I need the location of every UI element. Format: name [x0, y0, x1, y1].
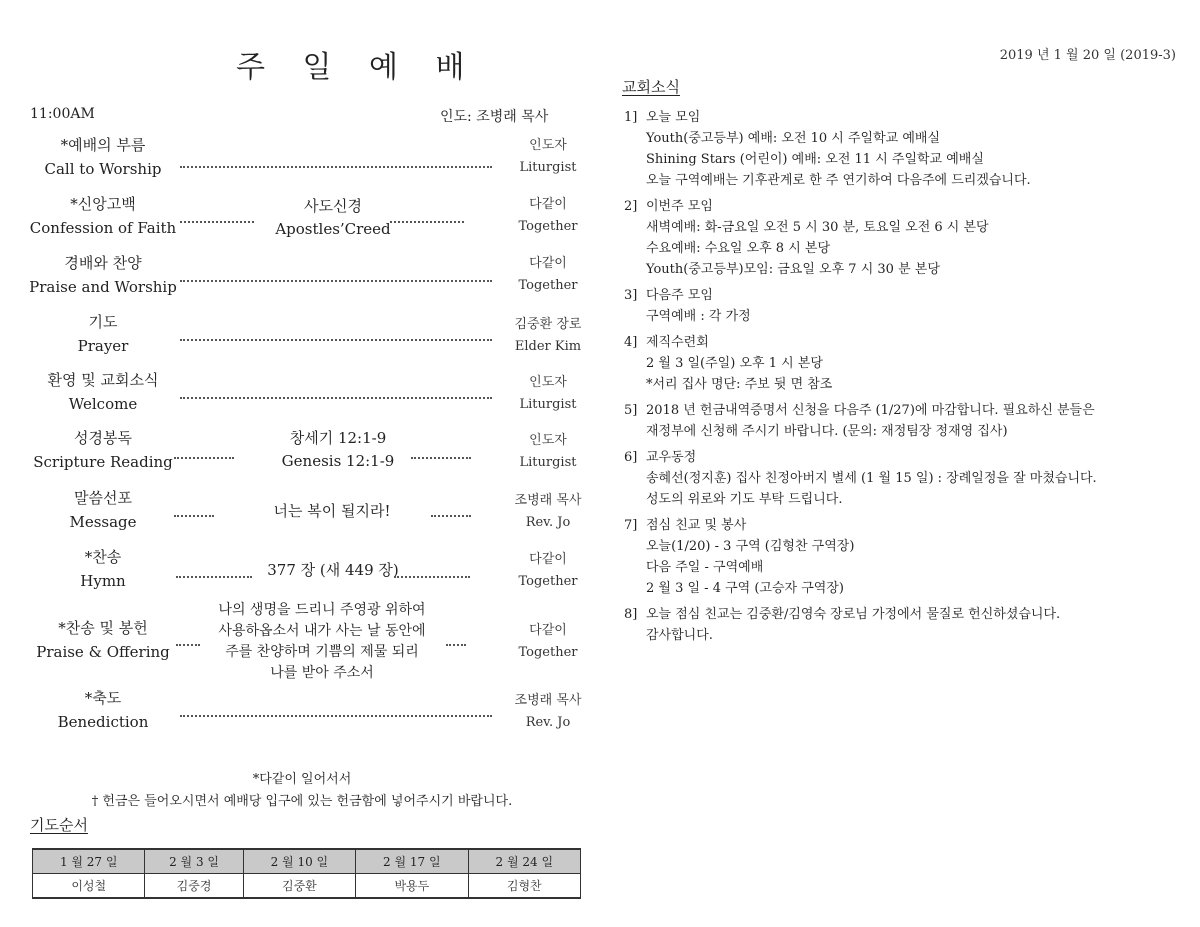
dotted-leader [180, 280, 492, 282]
table-header-date: 1 월 27 일 [33, 849, 145, 874]
table-header-date: 2 월 10 일 [243, 849, 355, 874]
dotted-leader [446, 644, 466, 646]
table-cell-name: 박용두 [356, 874, 468, 899]
table-row [33, 874, 581, 899]
table-header-row [33, 849, 581, 874]
news-line: 새벽예배: 화-금요일 오전 5 시 30 분, 토요일 오전 6 시 본당 [646, 220, 989, 235]
table-header-date: 2 월 24 일 [468, 849, 580, 874]
order-item-who-en: Together [518, 645, 578, 660]
news-item-number: 8] [624, 607, 638, 622]
news-title: 점심 친교 및 봉사 [646, 518, 747, 533]
news-item [624, 515, 1184, 599]
news-item-number: 4] [624, 335, 638, 350]
order-item-en: Prayer [77, 337, 129, 355]
order-item-detail: Genesis 12:1-9 [281, 452, 395, 470]
order-item-who-ko: 다같이 [529, 256, 567, 271]
news-item [624, 447, 1184, 510]
dotted-leader [390, 221, 464, 223]
order-item-ko: 말씀선포 [74, 489, 132, 507]
news-line: 재정부에 신청해 주시기 바랍니다. (문의: 재정팀장 정재영 집사) [646, 424, 1008, 439]
news-title: 오늘 모임 [646, 110, 701, 125]
sermon-title: 너는 복이 될지라! [273, 502, 391, 520]
news-line: 2 월 3 일 - 4 구역 (고승자 구역장) [646, 581, 844, 596]
stand-note: *다같이 일어서서 [252, 772, 352, 787]
bulletin-date: 2019 년 1 월 20 일 (2019-3) [999, 48, 1176, 63]
order-item-who-ko: 다같이 [529, 623, 567, 638]
order-item-who-ko: 조병래 목사 [514, 693, 582, 708]
order-item-who-ko: 김중환 장로 [514, 317, 582, 332]
order-item-en: Benediction [57, 713, 149, 731]
order-item-who-en: Liturgist [519, 397, 577, 412]
offering-hymn-line: 사용하옵소서 내가 사는 날 동안에 [218, 623, 426, 639]
order-item-ko: 환영 및 교회소식 [47, 371, 159, 389]
order-item-en: Confession of Faith [29, 219, 177, 237]
news-item-number: 7] [624, 518, 638, 533]
dotted-leader [431, 515, 471, 517]
news-line: 구역예배 : 각 가정 [646, 309, 751, 324]
order-item-ko: *축도 [84, 689, 122, 707]
news-line: 수요예배: 수요일 오후 8 시 본당 [646, 241, 831, 256]
offering-hymn-line: 주를 찬양하며 기쁨의 제물 되리 [225, 644, 419, 660]
order-item-ko: *예배의 부름 [60, 136, 146, 154]
table-cell-name: 김중환 [243, 874, 355, 899]
service-leader: 인도: 조병래 목사 [440, 109, 549, 125]
offering-hymn-line: 나를 받아 주소서 [270, 665, 374, 681]
news-line: *서리 집사 명단: 주보 뒷 면 참조 [646, 377, 833, 392]
table-cell-name: 김형찬 [468, 874, 580, 899]
page-title: 주 일 예 배 [236, 50, 479, 85]
news-item [624, 332, 1184, 395]
order-item-en: Scripture Reading [33, 453, 173, 471]
church-news-list [624, 107, 1184, 651]
news-line: Shining Stars (어린이) 예배: 오전 11 시 주일학교 예배실 [646, 152, 984, 167]
hymn-number: 377 장 (새 449 장) [267, 561, 399, 579]
news-line: 오늘 점심 친교는 김중환/김영숙 장로님 가정에서 물질로 헌신하셨습니다. [646, 607, 1061, 622]
news-item-number: 6] [624, 450, 638, 465]
order-item-ko: *찬송 및 봉헌 [58, 619, 148, 637]
dotted-leader [180, 715, 492, 717]
news-line: Youth(중고등부) 예배: 오전 10 시 주일학교 예배실 [646, 131, 941, 146]
order-item-detail: 창세기 12:1-9 [289, 429, 387, 447]
table-header-date: 2 월 17 일 [356, 849, 468, 874]
news-line: 다음 주일 - 구역예배 [646, 560, 764, 575]
news-line: Youth(중고등부)모임: 금요일 오후 7 시 30 분 본당 [646, 262, 940, 277]
news-item [624, 107, 1184, 191]
news-item [624, 604, 1184, 646]
news-line: 오늘(1/20) - 3 구역 (김형찬 구역장) [646, 539, 855, 554]
dotted-leader [180, 166, 492, 168]
dotted-leader [176, 576, 252, 578]
order-item-en: Call to Worship [44, 160, 162, 178]
news-line: 송혜선(정지훈) 집사 친정아버지 별세 (1 월 15 일) : 장례일정을 잘 마쳤습니다. [646, 471, 1097, 486]
order-item-en: Praise and Worship [29, 278, 177, 296]
order-item-who-ko: 인도자 [529, 433, 567, 448]
table-cell-name: 김중경 [145, 874, 243, 899]
order-item-who-ko: 인도자 [529, 138, 567, 153]
order-item-who-en: Rev. Jo [525, 715, 571, 730]
order-item-who-ko: 다같이 [529, 552, 567, 567]
order-item-en: Welcome [68, 395, 138, 413]
service-time: 11:00AM [30, 106, 95, 122]
order-item-ko: 경배와 찬양 [64, 254, 142, 272]
order-item-detail: Apostles’Creed [275, 220, 391, 238]
news-title: 이번주 모임 [646, 199, 713, 214]
order-item-ko: 기도 [88, 313, 118, 331]
order-item-who-ko: 조병래 목사 [514, 493, 582, 508]
order-item-who-en: Liturgist [519, 455, 577, 470]
news-line: 성도의 위로와 기도 부탁 드립니다. [646, 492, 843, 507]
order-item-en: Message [69, 513, 137, 531]
order-item-who-en: Liturgist [519, 160, 577, 175]
order-item-who-en: Rev. Jo [525, 515, 571, 530]
news-item-number: 2] [624, 199, 638, 214]
church-news-heading: 교회소식 [622, 78, 680, 96]
news-item [624, 285, 1184, 327]
order-item-ko: *신앙고백 [70, 195, 136, 213]
prayer-order-table [32, 848, 581, 899]
dotted-leader [176, 644, 200, 646]
dotted-leader [180, 339, 492, 341]
order-item-who-en: Together [518, 278, 578, 293]
offering-note: † 헌금은 들어오시면서 예배당 입구에 있는 헌금함에 넣어주시기 바랍니다. [91, 794, 513, 809]
news-item [624, 196, 1184, 280]
order-item-ko: *찬송 [84, 548, 122, 566]
order-item-who-ko: 다같이 [529, 197, 567, 212]
table-header-date: 2 월 3 일 [145, 849, 243, 874]
news-item [624, 400, 1184, 442]
news-title: 제직수련회 [646, 335, 709, 350]
order-item-en: Praise & Offering [36, 643, 170, 661]
prayer-order-heading: 기도순서 [30, 816, 88, 834]
news-title: 다음주 모임 [646, 288, 713, 303]
dotted-leader [180, 397, 492, 399]
dotted-leader [174, 457, 234, 459]
order-item-who-en: Together [518, 219, 578, 234]
dotted-leader [174, 515, 214, 517]
news-line: 2018 년 헌금내역증명서 신청을 다음주 (1/27)에 마감합니다. 필요하신 분들은 [646, 403, 1095, 418]
news-line: 오늘 구역예배는 기후관계로 한 주 연기하여 다음주에 드리겠습니다. [646, 173, 1031, 188]
order-item-who-ko: 인도자 [529, 375, 567, 390]
dotted-leader [411, 457, 471, 459]
dotted-leader [180, 221, 254, 223]
news-item-number: 1] [624, 110, 638, 125]
news-item-number: 3] [624, 288, 638, 303]
order-item-who-en: Together [518, 574, 578, 589]
order-item-who-en: Elder Kim [514, 339, 582, 354]
news-item-number: 5] [624, 403, 638, 418]
dotted-leader [394, 576, 470, 578]
table-cell-name: 이성철 [33, 874, 145, 899]
news-line: 감사합니다. [646, 628, 713, 643]
order-item-detail: 사도신경 [304, 197, 362, 215]
news-title: 교우동정 [646, 450, 697, 465]
order-item-ko: 성경봉독 [74, 429, 132, 447]
order-item-en: Hymn [80, 572, 126, 590]
offering-hymn-line: 나의 생명을 드리니 주영광 위하여 [218, 602, 426, 618]
news-line: 2 월 3 일(주일) 오후 1 시 본당 [646, 356, 823, 371]
